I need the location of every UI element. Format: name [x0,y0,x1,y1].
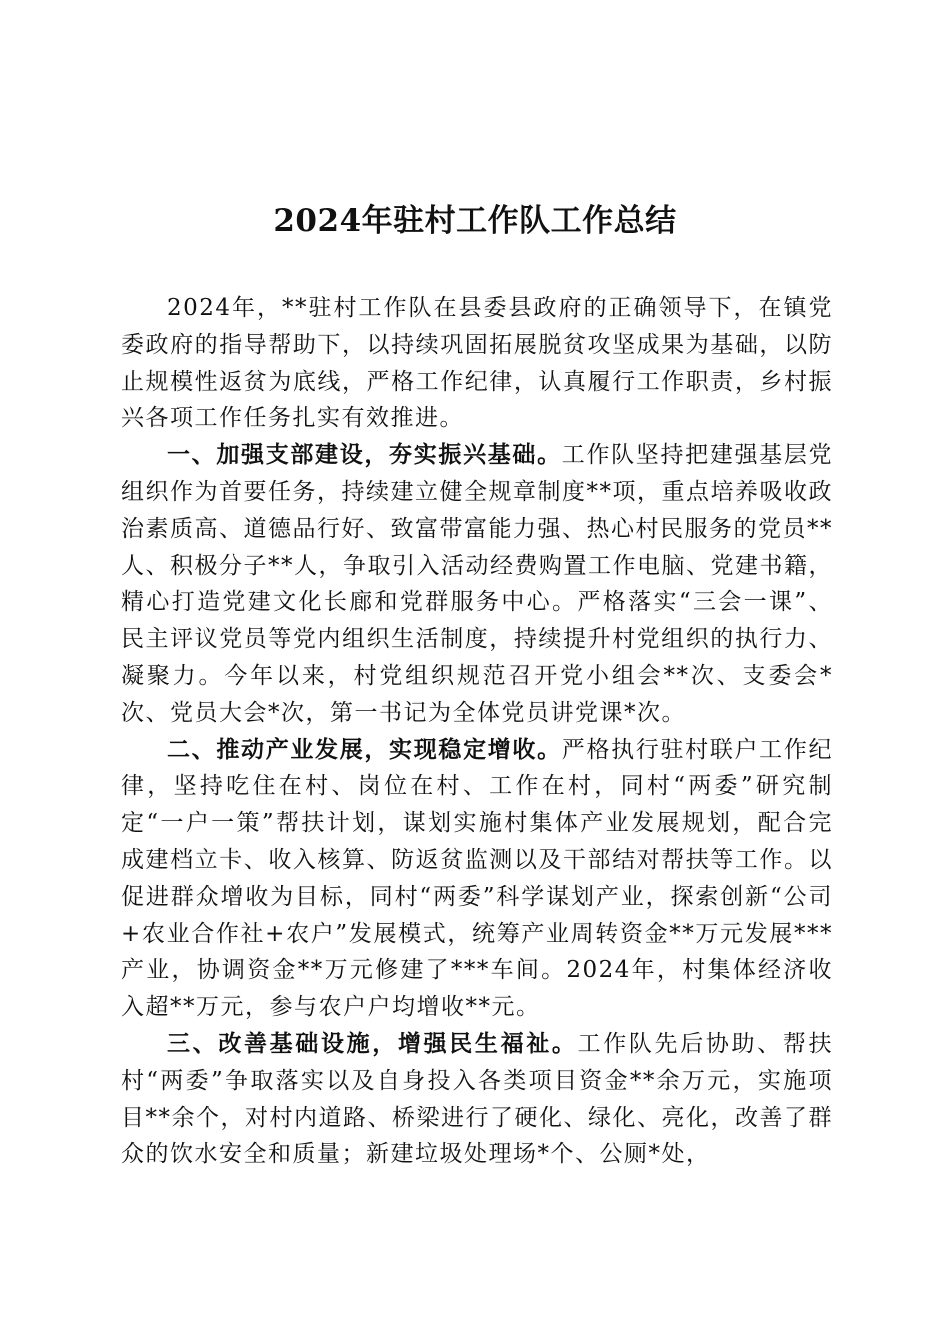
section-1-text: 工作队坚持把建强基层党组织作为首要任务，持续建立健全规章制度**项，重点培养吸收政治素质高、道德品行好、致富带富能力强、热心村民服务的党员**人、积极分子**人，争取引入活动经费购置工作电脑、党建书籍，精心打造党建文化长廊和党群服务中心。严格落实“三会一课”、民主评议党员等党内组织生活制度，持续提升村党组织的执行力、凝聚力。今年以来，村党组织规范召开党小组会**次、支委会*次、党员大会*次，第一书记为全体党员讲党课*次。 [121,442,834,726]
section-2-text: 严格执行驻村联户工作纪律，坚持吃住在村、岗位在村、工作在村，同村“两委”研究制定“一户一策”帮扶计划，谋划实施村集体产业发展规划，配合完成建档立卡、收入核算、防返贫监测以及干部结对帮扶等工作。以促进群众增收为目标，同村“两委”科学谋划产业，探索创新“公司+农业合作社+农户”发展模式，统筹产业周转资金**万元发展***产业，协调资金**万元修建了***车间。2024年，村集体经济收入超**万元，参与农户户均增收**元。 [121,736,834,1021]
section-3-heading: 三、改善基础设施，增强民生福祉。 [167,1030,578,1057]
document-title: 2024年驻村工作队工作总结 [273,203,677,239]
intro-paragraph: 2024年，**驻村工作队在县委县政府的正确领导下，在镇党委政府的指导帮助下，以持续巩固拓展脱贫攻坚成果为基础，以防止规模性返贫为底线，严格工作纪律，认真履行工作职责，乡村振兴各项工作任务扎实有效推进。 [121,295,833,432]
section-3-paragraph [121,1026,833,1173]
section-2-paragraph [121,732,833,1026]
section-1-heading: 一、加强支部建设，夯实振兴基础。 [167,442,562,469]
section-1-paragraph [121,437,833,731]
section-3-text: 工作队先后协助、帮扶村“两委”争取落实以及自身投入各类项目资金**余万元，实施项目**余个，对村内道路、桥梁进行了硬化、绿化、亮化，改善了群众的饮水安全和质量；新建垃圾处理场*个、公厕*处， [121,1030,834,1168]
section-2-heading: 二、推动产业发展，实现稳定增收。 [167,736,562,763]
document-body [121,290,833,1173]
